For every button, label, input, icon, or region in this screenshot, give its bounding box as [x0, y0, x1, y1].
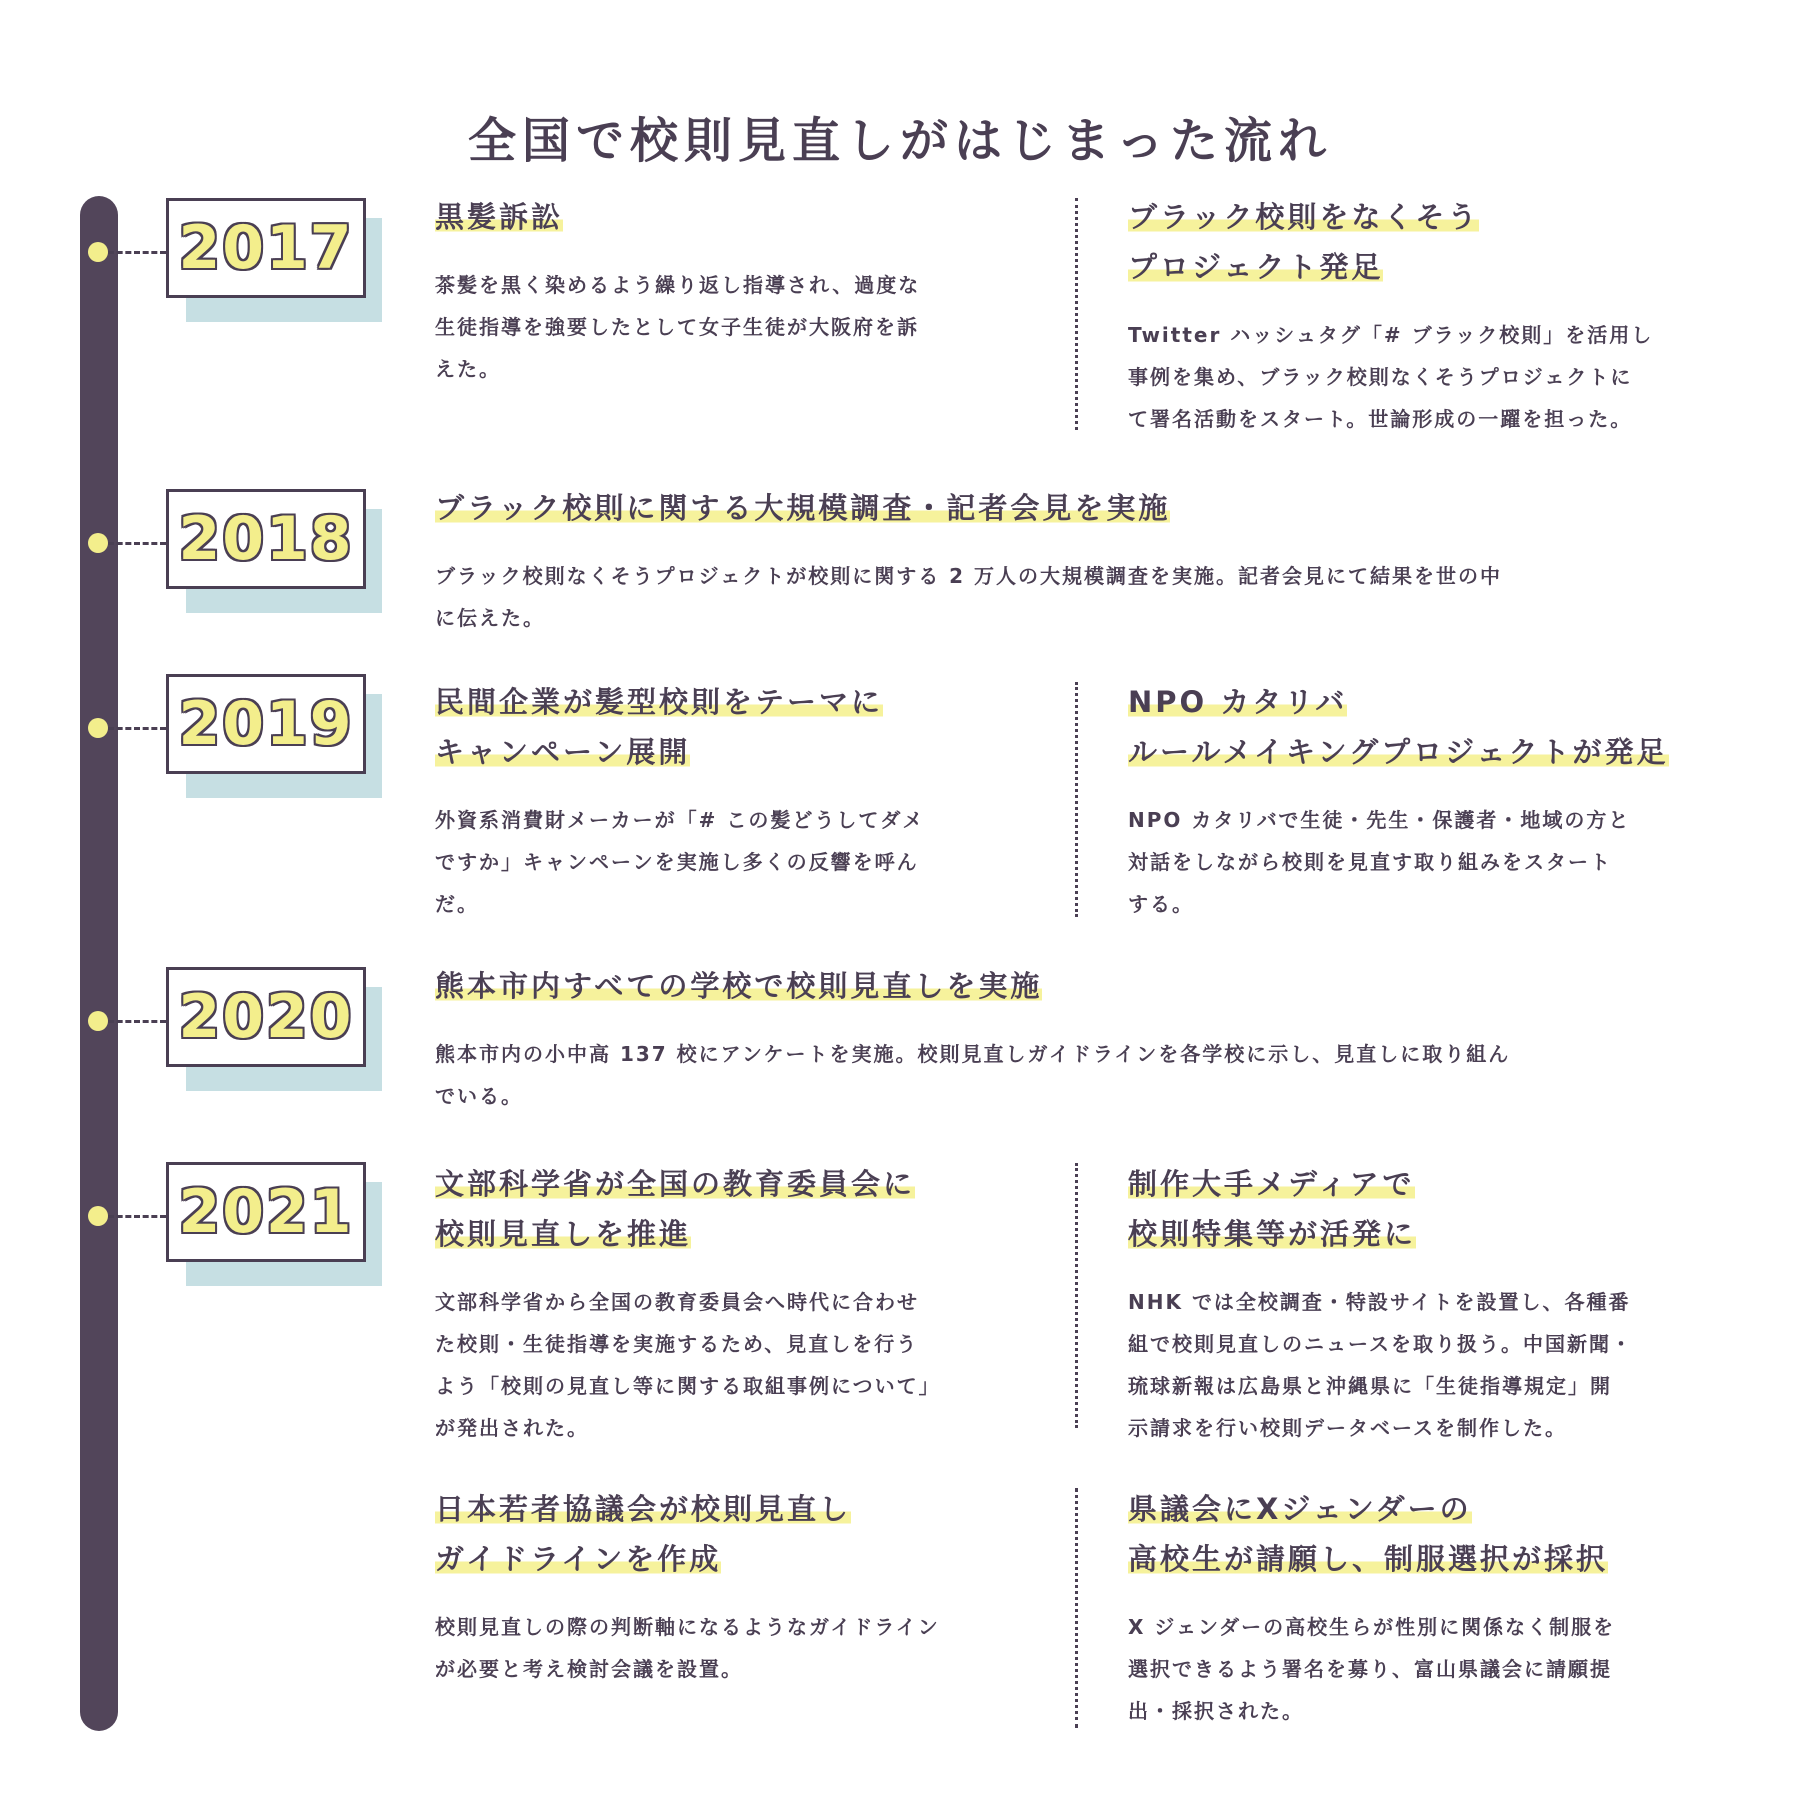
timeline-dot [88, 1011, 108, 1031]
event-youth-council-guideline [435, 1484, 1035, 1690]
year-label: 2019 [178, 689, 354, 759]
event-title: 文部科学省が全国の教育委員会に 校則見直しを推進 [435, 1167, 916, 1251]
event-title: ブラック校則をなくそう プロジェクト発足 [1128, 200, 1480, 284]
event-description: 外資系消費財メーカーが「# この髪どうしてダメ ですか」キャンペーンを実施し多くの反響を呼ん だ。 [435, 808, 925, 916]
event-mext-notice [435, 1159, 1035, 1449]
column-divider [1075, 1163, 1078, 1428]
year-marker-2019 [0, 672, 400, 782]
timeline-dot [88, 718, 108, 738]
event-uniform-petition [1128, 1484, 1748, 1732]
column-divider [1075, 682, 1078, 917]
event-media-coverage [1128, 1159, 1748, 1449]
event-description: ブラック校則なくそうプロジェクトが校則に関する 2 万人の大規模調査を実施。記者会見にて結果を世の中 に伝えた。 [435, 564, 1503, 630]
event-large-survey [435, 483, 1715, 639]
event-title: 熊本市内すべての学校で校則見直しを実施 [435, 969, 1043, 1003]
year-box [166, 967, 366, 1067]
event-description: 茶髪を黒く染めるよう繰り返し指導され、過度な 生徒指導を強要したとして女子生徒が大阪府を訴 えた。 [435, 273, 921, 381]
event-description: 熊本市内の小中高 137 校にアンケートを実施。校則見直しガイドラインを各学校に示し、見直しに取り組ん でいる。 [435, 1042, 1511, 1108]
event-title: ブラック校則に関する大規模調査・記者会見を実施 [435, 491, 1171, 525]
event-description: 校則見直しの際の判断軸になるようなガイドライン が必要と考え検討会議を設置。 [435, 1615, 940, 1681]
event-title: 民間企業が髪型校則をテーマに キャンペーン展開 [435, 685, 884, 769]
event-black-rules-project [1128, 192, 1748, 440]
event-description: Twitter ハッシュタグ「# ブラック校則」を活用し 事例を集め、ブラック校則なくそうプロジェクトに て署名活動をスタート。世論形成の一躍を担った。 [1128, 323, 1654, 431]
column-divider [1075, 1488, 1078, 1728]
event-title: 県議会にXジェンダーの 高校生が請願し、制服選択が採択 [1128, 1492, 1609, 1576]
timeline-dot [88, 242, 108, 262]
year-box [166, 198, 366, 298]
event-katariba-project [1128, 677, 1748, 925]
event-title: 黒髪訴訟 [435, 200, 564, 234]
dashed-connector [108, 251, 166, 254]
dashed-connector [108, 1215, 166, 1218]
timeline-bar [80, 196, 118, 1731]
event-title: 制作大手メディアで 校則特集等が活発に [1128, 1167, 1417, 1251]
dashed-connector [108, 727, 166, 730]
year-marker-2017 [0, 196, 400, 306]
column-divider [1075, 198, 1078, 430]
year-label: 2017 [178, 213, 354, 283]
dashed-connector [108, 542, 166, 545]
year-box [166, 489, 366, 589]
year-box [166, 674, 366, 774]
page-title: 全国で校則見直しがはじまった流れ [467, 113, 1332, 170]
event-description: NPO カタリバで生徒・先生・保護者・地域の方と 対話をしながら校則を見直す取り組みをスタート する。 [1128, 808, 1631, 916]
event-title: 日本若者協議会が校則見直し ガイドラインを作成 [435, 1492, 852, 1576]
event-description: X ジェンダーの高校生らが性別に関係なく制服を 選択できるよう署名を募り、富山県議会に請願提 出・採択された。 [1128, 1615, 1616, 1723]
year-marker-2020 [0, 965, 400, 1075]
event-title: NPO カタリバ ルールメイキングプロジェクトが発足 [1128, 685, 1669, 769]
event-kumamoto-review [435, 961, 1715, 1117]
event-kurokami-lawsuit [435, 192, 1035, 390]
event-description: 文部科学省から全国の教育委員会へ時代に合わせ た校則・生徒指導を実施するため、見直しを行う よう「校則の見直し等に関する取組事例について」 が発出された。 [435, 1290, 941, 1440]
year-marker-2021 [0, 1160, 400, 1270]
event-description: NHK では全校調査・特設サイトを設置し、各種番 組で校則見直しのニュースを取り扱う。中国新聞・ 琉球新報は広島県と沖縄県に「生徒指導規定」開 示請求を行い校則データベースを制作した。 [1128, 1290, 1633, 1440]
event-hair-campaign [435, 677, 1035, 925]
year-label: 2021 [178, 1177, 354, 1247]
year-marker-2018 [0, 487, 400, 597]
year-label: 2020 [178, 982, 354, 1052]
year-box [166, 1162, 366, 1262]
dashed-connector [108, 1020, 166, 1023]
timeline-dot [88, 1206, 108, 1226]
timeline-dot [88, 533, 108, 553]
year-label: 2018 [178, 504, 354, 574]
